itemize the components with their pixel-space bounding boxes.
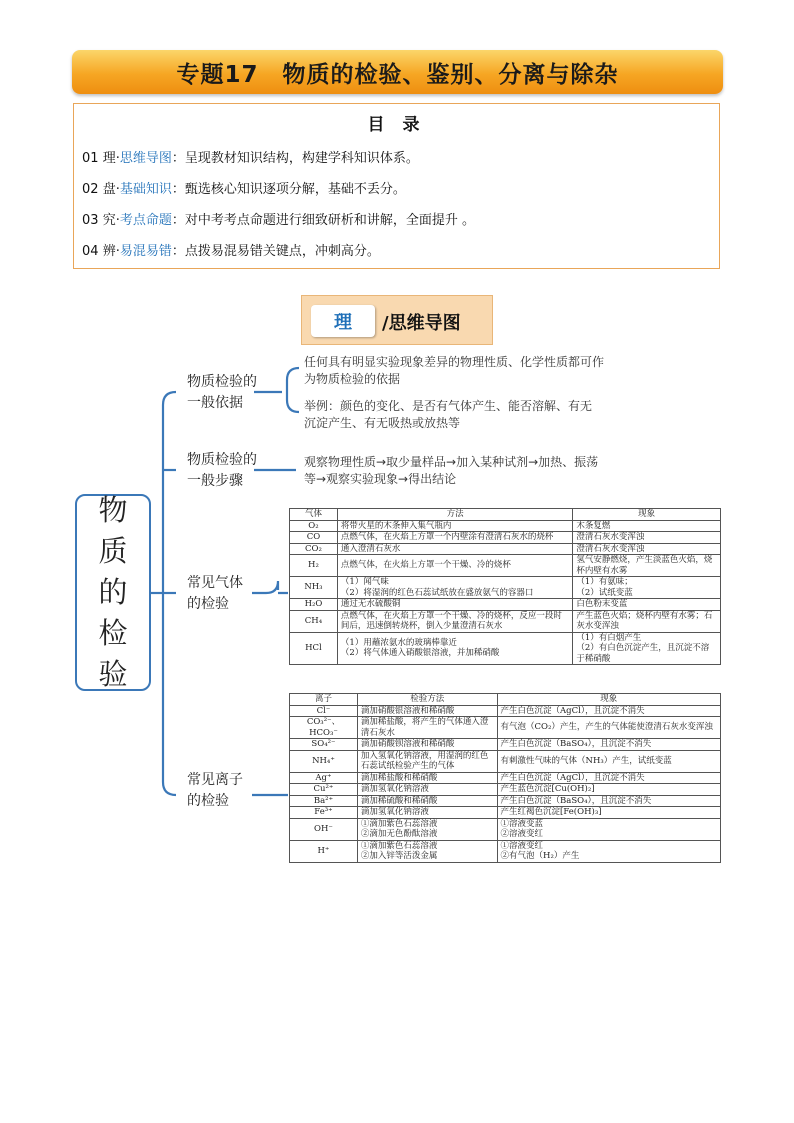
toc-item-2: 02 盘·基础知识：甄选核心知识逐项分解，基础不丢分。 <box>82 182 406 197</box>
branch-gas-detection: 常见气体 的检验 <box>187 575 243 612</box>
table-cell: 产生白色沉淀（AgCl），且沉淀不消失 <box>497 705 720 717</box>
table-cell: CH₄ <box>290 610 338 632</box>
gas-table-row <box>290 610 721 632</box>
table-cell: Fe³⁺ <box>290 807 358 819</box>
table-cell: 通过无水硫酸铜 <box>337 599 572 611</box>
root-node: 物 质 的 检 验 <box>75 494 151 691</box>
table-cell: 点燃气体，在火焰上方罩一个干燥、冷的烧杯，反应一段时间后，迅速倒转烧杯，倒入少量澄清石灰水 <box>337 610 572 632</box>
table-cell: H₂ <box>290 555 338 577</box>
table-cell: NH₄⁺ <box>290 750 358 772</box>
table-cell: 产生蓝色沉淀[Cu(OH)₂] <box>497 784 720 796</box>
badge-title: /思维导图 <box>382 313 461 334</box>
ion-table-row <box>290 807 721 819</box>
table-cell: NH₃ <box>290 577 338 599</box>
table-cell: （1）闻气味 （2）将湿润的红色石蕊试纸放在盛放氨气的容器口 <box>337 577 572 599</box>
branch-general-steps: 物质检验的 一般步骤 <box>187 452 257 489</box>
toc-item-3: 03 究·考点命题：对中考考点命题进行细致研析和讲解，全面提升 。 <box>82 213 475 228</box>
branch-ion-detection: 常见离子 的检验 <box>187 772 243 809</box>
table-cell: Cl⁻ <box>290 705 358 717</box>
table-cell: ①溶液变蓝 ②溶液变红 <box>497 818 720 840</box>
table-cell: O₂ <box>290 520 338 532</box>
table-cell: （1）用蘸浓氨水的玻璃棒靠近 （2）将气体通入硝酸银溶液，并加稀硝酸 <box>337 632 572 665</box>
ion-table-row <box>290 717 721 739</box>
ion-table-row <box>290 705 721 717</box>
table-cell: HCl <box>290 632 338 665</box>
table-cell: H₂O <box>290 599 338 611</box>
note-basis: 任何具有明显实验现象差异的物理性质、化学性质都可作 为物质检验的依据 <box>304 355 605 386</box>
gas-table-row <box>290 520 721 532</box>
gas-table-row <box>290 543 721 555</box>
table-cell: 点燃气体，在火焰上方罩一个干燥、冷的烧杯 <box>337 555 572 577</box>
gas-table-row <box>290 577 721 599</box>
table-cell: 产生白色沉淀（AgCl），且沉淀不消失 <box>497 772 720 784</box>
table-cell: 滴加硝酸钡溶液和稀硝酸 <box>357 739 497 751</box>
toc-heading: 目 录 <box>367 115 426 135</box>
table-cell: 产生红褐色沉淀[Fe(OH)₃] <box>497 807 720 819</box>
note-examples: 举例：颜色的变化、是否有气体产生、能否溶解、有无 沉淀产生、有无吸热或放热等 <box>304 399 593 430</box>
gas-table-row <box>290 555 721 577</box>
table-cell: 点燃气体，在火焰上方罩一个内壁涂有澄清石灰水的烧杯 <box>337 532 572 544</box>
ion-table-row <box>290 795 721 807</box>
ion-table-row <box>290 750 721 772</box>
table-cell: 氢气安静燃烧，产生淡蓝色火焰，烧杯内壁有水雾 <box>573 555 721 577</box>
ion-table-row <box>290 840 721 862</box>
column-header: 离子 <box>290 694 358 706</box>
table-cell: CO₂ <box>290 543 338 555</box>
toc-item-4: 04 辨·易混易错：点拨易混易错关键点，冲刺高分。 <box>82 244 380 259</box>
page-title: 专题17 物质的检验、鉴别、分离与除杂 <box>72 50 723 94</box>
column-header: 现象 <box>573 509 721 521</box>
gas-table-row <box>290 532 721 544</box>
branch-general-basis: 物质检验的 一般依据 <box>187 374 257 411</box>
table-cell: 滴加稀硫酸和稀硝酸 <box>357 795 497 807</box>
note-steps: 观察物理性质→取少量样品→加入某种试剂→加热、振荡 等→观察实验现象→得出结论 <box>304 455 599 486</box>
table-cell: 产生蓝色火焰；烧杯内壁有水雾；石灰水变浑浊 <box>573 610 721 632</box>
table-cell: Ag⁺ <box>290 772 358 784</box>
table-cell: （1）有白烟产生 （2）有白色沉淀产生，且沉淀不溶于稀硝酸 <box>573 632 721 665</box>
ion-detection-table <box>289 693 721 863</box>
table-cell: 澄清石灰水变浑浊 <box>573 532 721 544</box>
table-cell: Ba²⁺ <box>290 795 358 807</box>
table-cell: ①溶液变红 ②有气泡（H₂）产生 <box>497 840 720 862</box>
ion-table-row <box>290 772 721 784</box>
ion-table-row <box>290 784 721 796</box>
table-cell: Cu²⁺ <box>290 784 358 796</box>
table-cell: 澄清石灰水变浑浊 <box>573 543 721 555</box>
toc-item-1: 01 理·思维导图：呈现教材知识结构，构建学科知识体系。 <box>82 151 419 166</box>
ion-table-row <box>290 818 721 840</box>
table-cell: （1）有氨味； （2）试纸变蓝 <box>573 577 721 599</box>
column-header: 检验方法 <box>357 694 497 706</box>
gas-table-row <box>290 632 721 665</box>
table-cell: 将带火星的木条伸入集气瓶内 <box>337 520 572 532</box>
ion-table-row <box>290 739 721 751</box>
column-header: 现象 <box>497 694 720 706</box>
table-cell: 滴加氢氧化钠溶液 <box>357 784 497 796</box>
table-cell: 有刺激性气味的气体（NH₃）产生，试纸变蓝 <box>497 750 720 772</box>
table-cell: 木条复燃 <box>573 520 721 532</box>
column-header: 方法 <box>337 509 572 521</box>
gas-detection-table <box>289 508 721 665</box>
column-header: 气体 <box>290 509 338 521</box>
table-cell: ①滴加紫色石蕊溶液 ②加入锌等活泼金属 <box>357 840 497 862</box>
table-cell: CO₃²⁻、HCO₃⁻ <box>290 717 358 739</box>
table-cell: 滴加硝酸银溶液和稀硝酸 <box>357 705 497 717</box>
table-cell: 产生白色沉淀（BaSO₄），且沉淀不消失 <box>497 795 720 807</box>
table-cell: OH⁻ <box>290 818 358 840</box>
table-cell: 有气泡（CO₂）产生，产生的气体能使澄清石灰水变浑浊 <box>497 717 720 739</box>
table-cell: 滴加氢氧化钠溶液 <box>357 807 497 819</box>
table-cell: 通入澄清石灰水 <box>337 543 572 555</box>
table-cell: 滴加稀盐酸，将产生的气体通入澄清石灰水 <box>357 717 497 739</box>
badge-label: 理 <box>311 305 375 337</box>
table-cell: H⁺ <box>290 840 358 862</box>
table-cell: 加入氢氧化钠溶液，用湿润的红色石蕊试纸检验产生的气体 <box>357 750 497 772</box>
table-cell: 产生白色沉淀（BaSO₄），且沉淀不消失 <box>497 739 720 751</box>
table-cell: 白色粉末变蓝 <box>573 599 721 611</box>
table-cell: 滴加稀盐酸和稀硝酸 <box>357 772 497 784</box>
table-cell: ①滴加紫色石蕊溶液 ②滴加无色酚酞溶液 <box>357 818 497 840</box>
table-cell: CO <box>290 532 338 544</box>
gas-table-row <box>290 599 721 611</box>
table-cell: SO₄²⁻ <box>290 739 358 751</box>
